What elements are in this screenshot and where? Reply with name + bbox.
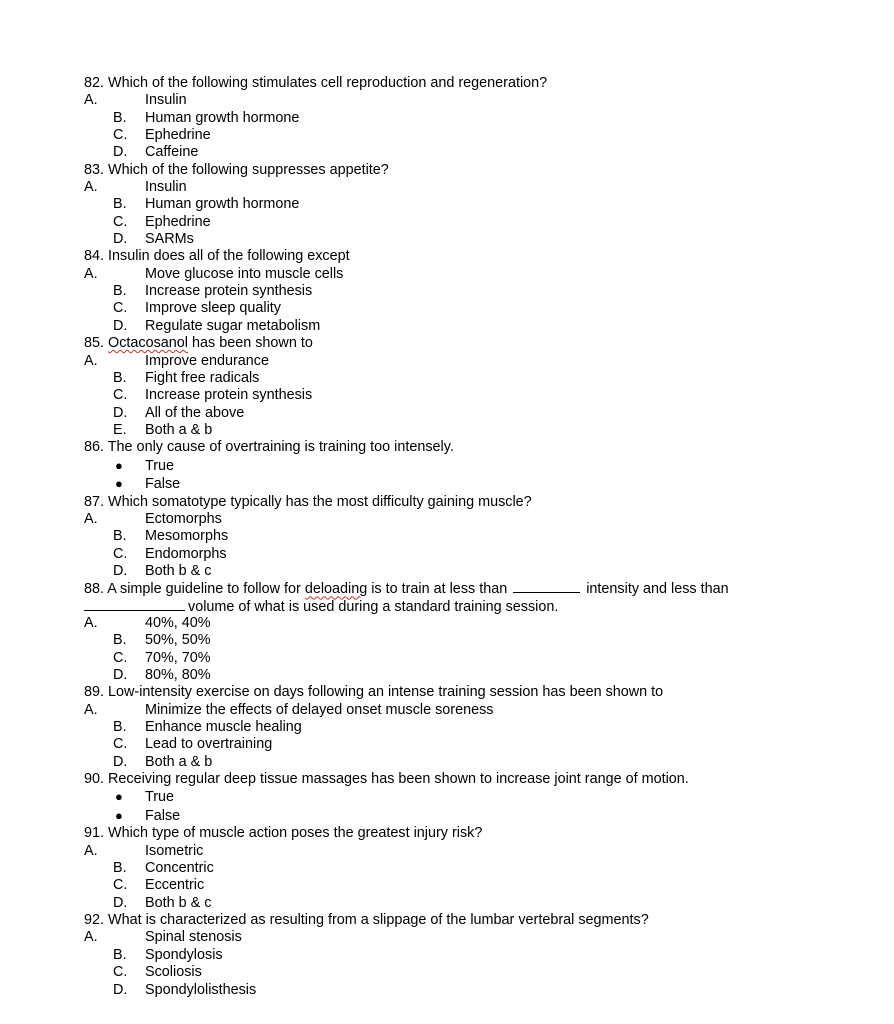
question-90: 90. Receiving regular deep tissue massages has been shown to increase joint range of motion. bbox=[84, 771, 689, 788]
option: ● True bbox=[115, 789, 175, 806]
option: C. Lead to overtraining bbox=[113, 736, 273, 753]
option: A. Insulin bbox=[84, 92, 187, 109]
question-text: has been shown to bbox=[188, 335, 313, 352]
question-text: Which somatotype typically has the most difficulty gaining muscle? bbox=[108, 493, 532, 510]
question-text: The only cause of overtraining is training too intensely. bbox=[107, 439, 454, 456]
spellcheck-underlined-word: Octacosanol bbox=[108, 335, 189, 352]
question-text: Which of the following stimulates cell reproduction and regeneration? bbox=[108, 75, 548, 91]
option: A. Spinal stenosis bbox=[84, 929, 242, 946]
question-92: 92. What is characterized as resulting from a slippage of the lumbar vertebral segments? bbox=[84, 912, 649, 929]
option: A. Improve endurance bbox=[84, 352, 269, 369]
fill-in-blank bbox=[84, 598, 185, 611]
option: C. Ephedrine bbox=[113, 213, 211, 230]
question-text: Low-intensity exercise on days following an intense training session has been shown to bbox=[108, 684, 664, 701]
question-87: 87. Which somatotype typically has the most difficulty gaining muscle? bbox=[84, 493, 532, 510]
quiz-document bbox=[84, 75, 844, 999]
fill-in-blank bbox=[513, 580, 580, 593]
option: C. Increase protein synthesis bbox=[113, 387, 313, 404]
question-89: 89. Low-intensity exercise on days following an intense training session has been shown to bbox=[84, 684, 664, 701]
option: B. Human growth hormone bbox=[113, 196, 300, 213]
bullet-icon: ● bbox=[115, 807, 123, 823]
option: ● True bbox=[115, 457, 175, 474]
question-text: Receiving regular deep tissue massages has been shown to increase joint range of motion. bbox=[108, 771, 689, 788]
question-88: 88. A simple guideline to follow for deloading is to train at less than intensity and less than bbox=[84, 581, 729, 598]
option: A. Ectomorphs bbox=[84, 510, 222, 527]
option: D. All of the above bbox=[113, 404, 245, 421]
option: A. Move glucose into muscle cells bbox=[84, 265, 344, 282]
option: E. Both a & b bbox=[113, 421, 213, 438]
question-85: 85. Octacosanol has been shown to bbox=[84, 335, 313, 352]
option: D. Spondylolisthesis bbox=[113, 981, 257, 998]
spellcheck-underlined-word: deloading bbox=[304, 581, 368, 598]
option: A. Minimize the effects of delayed onset muscle soreness bbox=[84, 701, 494, 718]
option: A. Insulin bbox=[84, 179, 187, 196]
option: D. Both b & c bbox=[113, 562, 212, 579]
option: B. Spondylosis bbox=[113, 946, 223, 963]
option: B. Fight free radicals bbox=[113, 369, 260, 386]
option: C. Endomorphs bbox=[113, 545, 227, 562]
option: D. Both a & b bbox=[113, 753, 213, 770]
bullet-icon: ● bbox=[115, 457, 123, 473]
option: A. 40%, 40% bbox=[84, 614, 211, 631]
option: C. 70%, 70% bbox=[113, 649, 211, 666]
question-91: 91. Which type of muscle action poses the greatest injury risk? bbox=[84, 825, 483, 842]
question-88-continued: volume of what is used during a standard training session. bbox=[84, 598, 844, 615]
option: D. Regulate sugar metabolism bbox=[113, 317, 321, 334]
question-86: 86. The only cause of overtraining is training too intensely. bbox=[84, 439, 454, 456]
question-84: 84. Insulin does all of the following except bbox=[84, 248, 350, 265]
question-text: Which type of muscle action poses the greatest injury risk? bbox=[108, 825, 483, 842]
question-text: What is characterized as resulting from a slippage of the lumbar vertebral segments? bbox=[108, 912, 649, 929]
question-text: Which of the following suppresses appetite? bbox=[108, 161, 389, 178]
option: D. Both b & c bbox=[113, 894, 212, 911]
option: D. 80%, 80% bbox=[113, 667, 211, 683]
option: ● False bbox=[115, 476, 181, 493]
option: C. Scoliosis bbox=[113, 964, 202, 981]
bullet-icon: ● bbox=[115, 789, 123, 805]
option: B. Human growth hormone bbox=[113, 109, 300, 126]
question-text: Insulin does all of the following except bbox=[108, 248, 350, 265]
option: D. SARMs bbox=[113, 231, 194, 248]
option: B. Enhance muscle healing bbox=[113, 719, 302, 736]
question-83: 83. Which of the following suppresses appetite? bbox=[84, 161, 389, 178]
option: A. Isometric bbox=[84, 842, 204, 859]
question-82: 82. Which of the following stimulates cell reproduction and regeneration? bbox=[84, 75, 548, 91]
option: B. Mesomorphs bbox=[113, 528, 229, 545]
bullet-icon: ● bbox=[115, 476, 123, 492]
option: B. Increase protein synthesis bbox=[113, 283, 313, 300]
option: ● False bbox=[115, 807, 181, 824]
option: C. Eccentric bbox=[113, 877, 205, 894]
option: B. Concentric bbox=[113, 860, 214, 877]
option: C. Ephedrine bbox=[113, 127, 211, 144]
option: C. Improve sleep quality bbox=[113, 300, 281, 317]
option: D. Caffeine bbox=[113, 144, 199, 161]
option: B. 50%, 50% bbox=[113, 632, 211, 649]
